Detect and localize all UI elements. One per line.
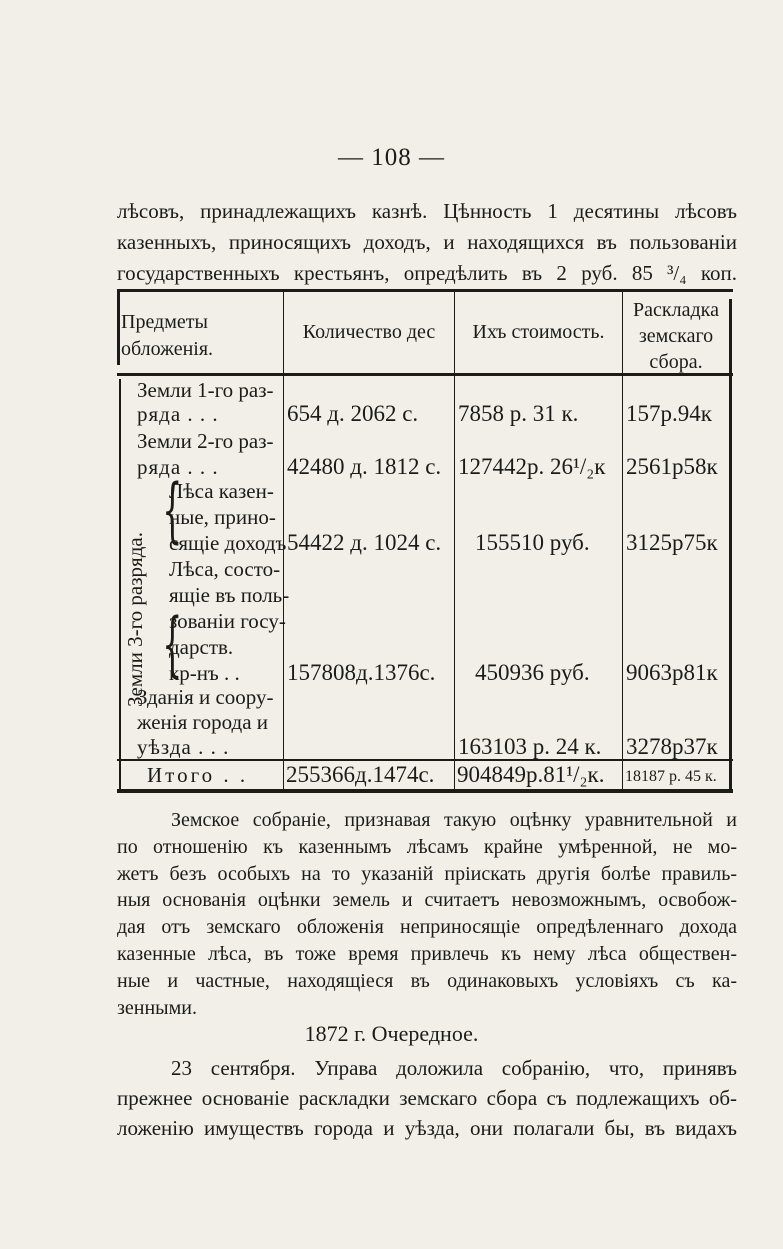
section-heading: 1872 г. Очередное. (304, 1021, 479, 1046)
row-quantity: 654 д. 2062 с. (287, 401, 419, 426)
row-subject: ные, прино- (169, 505, 276, 529)
row-value: 127442р. 26¹/₂к (458, 454, 606, 479)
row-tax: 3125р75к (626, 530, 718, 555)
total-tax: 18187 р. 45 к. (625, 768, 717, 785)
column-rule (454, 289, 455, 789)
row-quantity: 157808д.1376с. (287, 660, 436, 685)
body-line: дая отъ земскаго обложенія неприносящіе опредѣленнаго дохода (117, 916, 737, 939)
brace-icon: { (162, 603, 183, 685)
row-subject: Земли 2-го раз- (137, 429, 274, 453)
table-bottom-rule (117, 789, 733, 793)
row-subject: ряда . . . (137, 402, 219, 426)
brace-icon: { (162, 469, 183, 551)
row-value: 450936 руб. (475, 660, 590, 685)
header-value: Ихъ стоимость. (472, 321, 605, 343)
body-paragraph (117, 807, 737, 1021)
row-subject: кр-нъ . . (169, 661, 240, 685)
row-subject: ящіе въ поль- (169, 583, 290, 607)
intro-paragraph (117, 196, 737, 289)
body-line: казенные лѣса, въ тоже время привлечь къ нему лѣса обществен- (117, 942, 737, 965)
row-tax: 2561р58к (626, 454, 718, 479)
total-label: Итого . . (147, 763, 249, 787)
row-value: 7858 р. 31 к. (458, 401, 579, 426)
row-tax: 9063р81к (626, 660, 718, 685)
intro-line: государственныхъ крестьянъ, опредѣлить въ 2 руб. 85 ³/₄ коп. (117, 261, 737, 285)
group-label: Земли 3-го разряда. (123, 532, 147, 707)
header-tax: Раскладка земскаго сбора. (633, 299, 719, 373)
total-quantity: 255366д.1474с. (286, 762, 435, 787)
closing-line: ложенію имуществъ города и уѣзда, они полагали бы, въ видахъ (117, 1116, 737, 1140)
total-top-rule (117, 759, 733, 761)
body-line: жетъ безъ особыхъ на то указаній пріискать другія болѣе правиль- (117, 862, 737, 885)
body-line: по отношенію къ казеннымъ лѣсамъ крайне умѣренной, не мо- (117, 835, 737, 858)
page-number: — 108 — (338, 144, 445, 171)
row-subject: уѣзда . . . (137, 735, 230, 759)
row-subject: зованіи госу- (169, 609, 286, 633)
row-value: 163103 р. 24 к. (458, 734, 602, 759)
row-subject: Лѣса казен- (169, 479, 274, 503)
row-value: 155510 руб. (475, 530, 590, 555)
body-line: Земское собраніе, признавая такую оцѣнку уравнительной и (171, 809, 737, 831)
right-border-rule (729, 299, 732, 789)
header-subject: Предметы обложенія. (121, 311, 214, 360)
row-tax: 157р.94к (626, 401, 712, 426)
row-subject: Земли 1-го раз- (137, 378, 274, 402)
left-border-rule (117, 289, 120, 365)
row-subject: женія города и (137, 710, 269, 734)
table-top-rule (117, 289, 733, 292)
body-line: зенными. (117, 996, 197, 1019)
row-subject: Зданія и соору- (137, 685, 274, 709)
row-quantity: 42480 д. 1812 с. (287, 454, 442, 479)
header-quantity: Количество дес (302, 321, 436, 343)
body-line: ныя основанія оцѣнки земель и считаетъ невозможнымъ, освобож- (117, 889, 737, 912)
row-subject: дарств. (169, 635, 234, 659)
left-border-rule (119, 379, 121, 789)
row-quantity: 54422 д. 1024 с. (287, 530, 442, 555)
tax-table (117, 289, 733, 794)
intro-line: лѣсовъ, принадлежащихъ казнѣ. Цѣнность 1 десятины лѣсовъ (117, 199, 737, 223)
intro-line: казенныхъ, приносящихъ доходъ, и находящихся въ пользованіи (117, 230, 737, 254)
total-value: 904849р.81¹/₂к. (457, 762, 605, 787)
closing-line: 23 сентября. Управа доложила собранію, что, принявъ (171, 1056, 737, 1080)
row-tax: 3278р37к (626, 734, 718, 759)
row-subject: сящіе доходъ (169, 531, 287, 555)
row-subject: Лѣса, состо- (169, 557, 281, 581)
row-subject: ряда . . . (137, 455, 219, 479)
closing-line: прежнее основаніе раскладки земскаго сбора съ подлежащихъ об- (117, 1086, 737, 1110)
closing-paragraph (117, 1053, 737, 1143)
body-line: ные и частные, находящіеся въ одинаковыхъ условіяхъ съ ка- (117, 969, 737, 992)
